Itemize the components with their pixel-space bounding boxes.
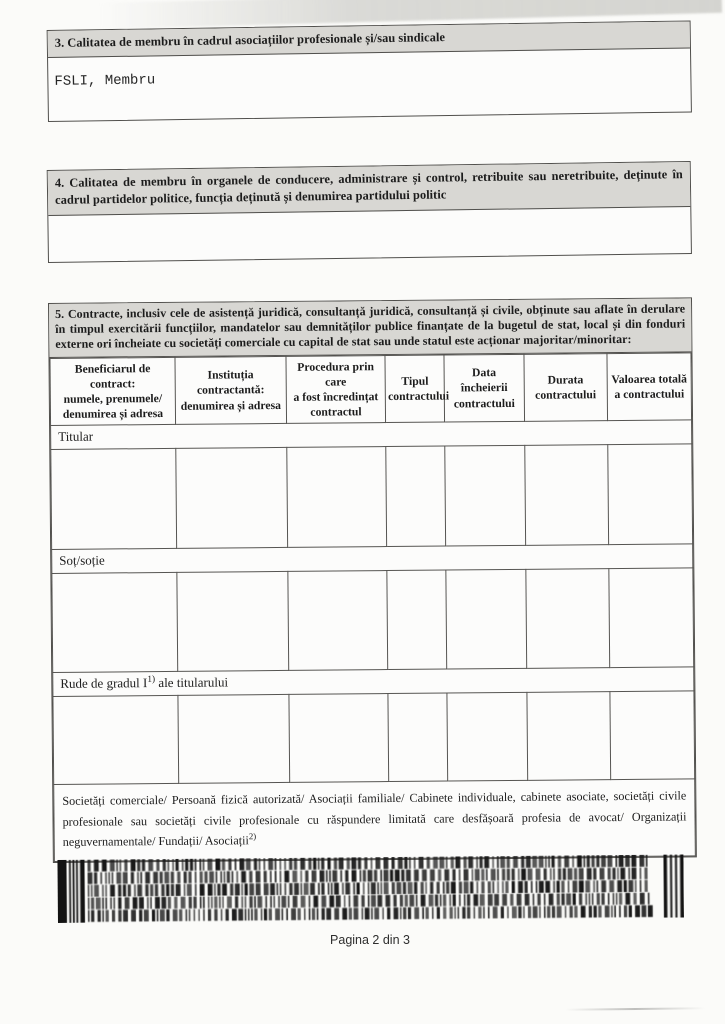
section-4-title: 4. Calitatea de membru în organele de conducere, administrare și control, retribuite sau neretribuite, deținute în cadrul partidelor politice, funcția deținută și denumirea partidului politic [48,162,691,216]
section-3-title: 3. Calitatea de membru în cadrul asociațiilor profesionale și/sau sindicale [48,21,690,58]
col-durata: Durata contractului [524,353,608,422]
col-tip: Tipul contractului [385,355,445,423]
empty-cell [527,692,611,781]
empty-cell [178,695,290,784]
empty-cell [447,693,527,782]
table-header-row [50,353,692,426]
table-footnote-row [54,779,696,861]
table-row [53,691,695,785]
empty-cell [51,449,177,550]
col-valoare: Valoarea totală a contractului [607,353,692,422]
empty-cell [387,570,447,670]
empty-cell [445,446,525,547]
table-row [52,568,694,673]
section-4 [47,161,692,263]
table-row [51,444,693,550]
empty-cell [288,571,388,671]
footnote-cell: Societăți comerciale/ Persoană fizică autorizată/ Asociații familiale/ Cabinete individuale, cabinete asociate, societăți civile profesionale sau societăți civile profesionale cu răspundere limitată care desfășoară profesia de avocat/ Organizații neguvernamentale/ Fundații/ Asociații$^{2)}$ [54,779,696,861]
section-3 [47,20,692,122]
empty-cell [609,568,694,668]
pdf417-barcode [57,855,684,923]
page-footer [48,931,692,949]
empty-cell [524,445,608,546]
col-institutie: Instituția contractantă: denumirea și adresa [175,356,286,425]
barcode-area [57,855,684,923]
empty-cell [176,448,288,549]
empty-cell [52,573,178,673]
col-data: Data încheierii contractului [444,354,524,423]
empty-cell [287,447,387,548]
empty-cell [608,444,693,545]
col-procedura: Procedura prin care a fost încredințat contractul [286,355,386,424]
group-label-cell: Rude de gradul $I^{1)}$ ale titularului [53,667,694,697]
section-3-value: FSLI, Membru [54,72,156,91]
group-label-cell: Titular [51,420,692,450]
empty-cell [388,693,448,782]
section-5 [48,297,697,862]
empty-cell [386,446,446,547]
empty-cell [526,569,610,669]
empty-cell [446,570,526,670]
page-number: Pagina 2 din 3 [330,933,410,947]
empty-cell [610,691,695,780]
section-4-value [48,207,691,262]
empty-cell [289,694,389,783]
group-label-cell: Soț/soție [52,544,693,574]
scan-artifact-line [565,1007,705,1010]
section-5-title: 5. Contracte, inclusiv cele de asistență juridică, consultanță juridică, consultanță și civile, obținute sau aflate în derulare în timpul exercitării funcțiilor, mandatelor sau demnităților publice finanțate de la bugetul de stat, local și din fonduri externe ori încheiate cu societăți comerciale cu capital de stat sau unde statul este acționar majoritar/minoritar: [49,298,691,357]
col-beneficiar: Beneficiarul de contract: numele, prenumele/ denumirea și adresa [50,357,176,426]
empty-cell [53,696,179,785]
empty-cell [177,572,289,672]
contracts-table [49,352,695,862]
